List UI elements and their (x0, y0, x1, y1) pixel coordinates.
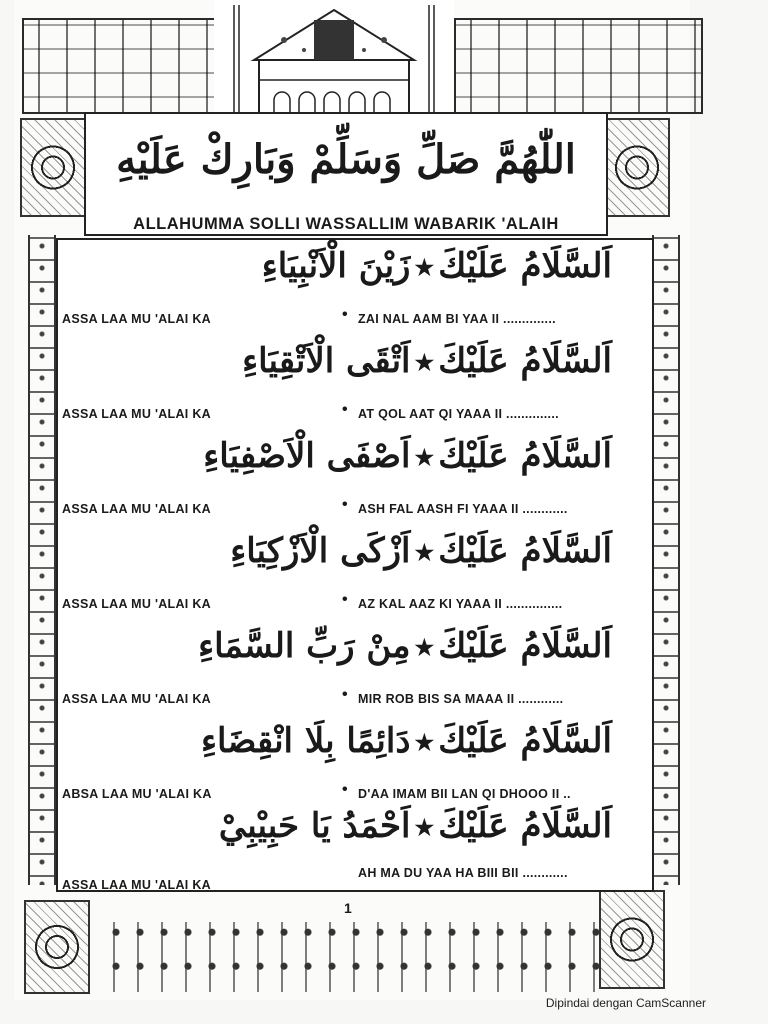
verse-5 (58, 620, 652, 715)
transliteration-left: ASSA LAA MU 'ALAI KA (62, 407, 212, 421)
transliteration-right: AH MA DU YAA HA BIII BII ............ (358, 866, 568, 880)
verse-arabic: اَلسَّلَامُ عَلَيْكَ★دَائِمًا بِلَا انْقِضَاءِ (201, 721, 612, 761)
side-ornament-left (28, 235, 56, 885)
corner-ornament-bottom-right (599, 890, 665, 989)
top-ornament-right (454, 18, 703, 114)
scanner-watermark: Dipindai dengan CamScanner (545, 996, 706, 1010)
verses-frame (56, 238, 654, 892)
transliteration-right: MIR ROB BIS SA MAAA II ............ (358, 692, 564, 706)
verse-7 (58, 800, 652, 895)
transliteration-right: AT QOL AAT QI YAAA II .............. (358, 407, 559, 421)
bullet-icon: • (342, 496, 348, 513)
page-number: 1 (344, 900, 352, 916)
bullet-icon: • (342, 781, 348, 798)
verse-arabic: اَلسَّلَامُ عَلَيْكَ★اَصْفَى الْاَصْفِيَاءِ (203, 436, 612, 476)
verse-6 (58, 715, 652, 810)
bullet-icon: • (342, 591, 348, 608)
header-box (84, 112, 608, 236)
star-icon: ★ (414, 635, 435, 661)
star-icon: ★ (414, 540, 435, 566)
transliteration-left: ASSA LAA MU 'ALAI KA (62, 692, 212, 706)
verse-2 (58, 335, 652, 430)
star-icon: ★ (414, 255, 435, 281)
top-ornament-left (22, 18, 216, 114)
verse-arabic: اَلسَّلَامُ عَلَيْكَ★اَتْقَى الْاَتْقِيَاءِ (242, 341, 612, 381)
verse-arabic: اَلسَّلَامُ عَلَيْكَ★اَحْمَدُ يَا حَبِيْبِيْ (218, 806, 612, 846)
bullet-icon: • (342, 401, 348, 418)
bullet-icon: • (342, 306, 348, 323)
header-arabic-title: اللّٰهُمَّ صَلِّ وَسَلِّمْ وَبَارِكْ عَلَيْهِ (116, 136, 576, 183)
verse-1 (58, 240, 652, 335)
corner-ornament-top-left (20, 118, 86, 217)
verse-4 (58, 525, 652, 620)
verse-arabic: اَلسَّلَامُ عَلَيْكَ★اَزْكَى الْاَزْكِيَاءِ (230, 531, 612, 571)
transliteration-right: ASH FAL AASH FI YAAA II ............ (358, 502, 568, 516)
corner-ornament-top-right (604, 118, 670, 217)
corner-ornament-bottom-left (24, 900, 90, 994)
star-icon: ★ (414, 730, 435, 756)
transliteration-left: ASSA LAA MU 'ALAI KA (62, 597, 212, 611)
star-icon: ★ (414, 445, 435, 471)
verse-arabic: اَلسَّلَامُ عَلَيْكَ★مِنْ رَبِّ السَّمَاءِ (198, 626, 612, 666)
transliteration-right: AZ KAL AAZ KI YAAA II ............... (358, 597, 563, 611)
bullet-icon: • (342, 686, 348, 703)
star-icon: ★ (414, 350, 435, 376)
scanned-page (14, 0, 690, 1000)
transliteration-right: ZAI NAL AAM BI YAA II .............. (358, 312, 556, 326)
transliteration-left: ASSA LAA MU 'ALAI KA (62, 312, 212, 326)
transliteration-left: ASSA LAA MU 'ALAI KA (62, 502, 212, 516)
bottom-ornament (104, 922, 604, 992)
verse-arabic: اَلسَّلَامُ عَلَيْكَ★زَيْنَ الْاَنْبِيَاءِ (261, 246, 612, 286)
transliteration-left: ASSA LAA MU 'ALAI KA (62, 878, 212, 892)
transliteration-left: ABSA LAA MU 'ALAI KA (62, 787, 212, 801)
side-ornament-right (652, 235, 680, 885)
verse-3 (58, 430, 652, 525)
star-icon: ★ (414, 815, 435, 841)
transliteration-right: D'AA IMAM BII LAN QI DHOOO II .. (358, 787, 571, 801)
header-transliteration: ALLAHUMMA SOLLI WASSALLIM WABARIK 'ALAIH (133, 215, 559, 233)
